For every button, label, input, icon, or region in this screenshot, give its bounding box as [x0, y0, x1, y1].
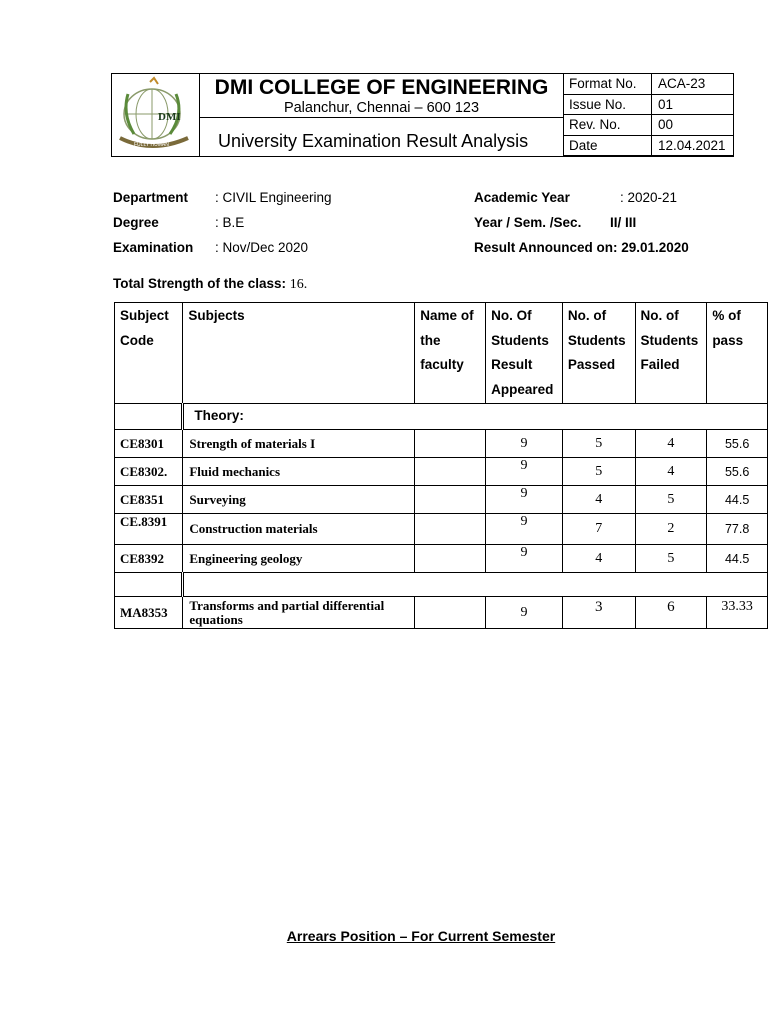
- appeared-count: 9: [486, 597, 563, 629]
- passed-count: 5: [562, 458, 635, 486]
- passed-count: 3: [562, 597, 635, 629]
- meta-value: ACA-23: [658, 76, 706, 91]
- document-title: University Examination Result Analysis: [218, 131, 529, 151]
- col-header-failed: No. of Students Failed: [635, 303, 707, 404]
- col-header-appeared: No. Of Students Result Appeared: [486, 303, 563, 404]
- result-table: [114, 302, 768, 629]
- table-row: [115, 514, 768, 545]
- faculty-name: [415, 458, 486, 486]
- pass-percent: 44.5: [707, 486, 768, 514]
- subject-code: CE8392: [115, 545, 183, 573]
- result-announced: Result Announced on: 29.01.2020: [474, 240, 689, 255]
- subject-code: MA8353: [115, 597, 183, 629]
- subject-name: Construction materials: [183, 514, 415, 545]
- faculty-name: [415, 545, 486, 573]
- meta-row-rev: [564, 115, 734, 136]
- examination-value: : Nov/Dec 2020: [215, 240, 309, 255]
- pass-percent: 77.8: [707, 514, 768, 545]
- department-value: : CIVIL Engineering: [215, 190, 332, 205]
- table-row: [115, 486, 768, 514]
- year-sem-value: II/ III: [610, 215, 637, 230]
- college-address: Palanchur, Chennai – 600 123: [283, 100, 480, 116]
- examination-label: Examination: [113, 240, 194, 255]
- meta-key: Issue No.: [569, 96, 627, 112]
- logo-emblem-icon: [112, 74, 198, 156]
- header-title-block: [200, 74, 564, 156]
- faculty-name: [415, 597, 486, 629]
- appeared-count: 9: [486, 486, 563, 514]
- meta-value: 01: [658, 96, 674, 112]
- strength-label: Total Strength of the class:: [113, 276, 287, 291]
- passed-count: 4: [562, 545, 635, 573]
- table-row: [115, 458, 768, 486]
- col-header-pct: % of pass: [707, 303, 768, 404]
- appeared-count: 9: [486, 514, 563, 545]
- header-divider: [200, 117, 563, 118]
- appeared-count: 9: [486, 545, 563, 573]
- meta-value: 12.04.2021: [658, 137, 726, 153]
- department-label: Department: [113, 190, 189, 205]
- meta-key: Rev. No.: [569, 117, 621, 132]
- theory-label: Theory:: [183, 404, 768, 430]
- faculty-name: [415, 514, 486, 545]
- subject-name: Strength of materials I: [183, 430, 415, 458]
- failed-count: 5: [635, 545, 707, 573]
- degree-value: : B.E: [215, 215, 245, 230]
- subject-name: Surveying: [183, 486, 415, 514]
- svg-text:DMI: DMI: [158, 111, 181, 123]
- failed-count: 5: [635, 486, 707, 514]
- failed-count: 2: [635, 514, 707, 545]
- subject-name: Fluid mechanics: [183, 458, 415, 486]
- appeared-count: 9: [486, 458, 563, 486]
- subject-name: Transforms and partial differential equations: [183, 597, 415, 629]
- subject-name: Engineering geology: [183, 545, 415, 573]
- table-header-row: [115, 303, 768, 404]
- table-row: [115, 430, 768, 458]
- academic-year-value: : 2020-21: [620, 190, 678, 205]
- meta-value: 00: [658, 117, 674, 132]
- meta-key: Format No.: [569, 76, 637, 91]
- faculty-name: [415, 486, 486, 514]
- meta-row-date: [564, 136, 734, 157]
- col-header-passed: No. of Students Passed: [562, 303, 635, 404]
- failed-count: 6: [635, 597, 707, 629]
- year-sem-label: Year / Sem. /Sec.: [474, 215, 582, 230]
- meta-row-format: [564, 74, 734, 95]
- document-meta-table: [564, 74, 734, 156]
- meta-separator: [651, 74, 652, 156]
- spacer-row: [115, 573, 768, 597]
- pass-percent: 44.5: [707, 545, 768, 573]
- meta-row-issue: [564, 95, 734, 116]
- pass-percent: 55.6: [707, 430, 768, 458]
- col-header-faculty: Name of the faculty: [415, 303, 486, 404]
- subject-code: CE.8391: [115, 514, 183, 545]
- passed-count: 7: [562, 514, 635, 545]
- failed-count: 4: [635, 458, 707, 486]
- theory-section-row: [115, 404, 768, 430]
- college-logo: [112, 74, 200, 156]
- passed-count: 4: [562, 486, 635, 514]
- col-header-code: Subject Code: [115, 303, 183, 404]
- class-strength: [113, 276, 307, 293]
- table-row: [115, 545, 768, 573]
- table-row: [115, 597, 768, 629]
- subject-code: CE8302.: [115, 458, 183, 486]
- academic-year-label: Academic Year: [474, 190, 570, 205]
- appeared-count: 9: [486, 430, 563, 458]
- passed-count: 5: [562, 430, 635, 458]
- subject-code: CE8351: [115, 486, 183, 514]
- arrears-heading: Arrears Position – For Current Semester: [286, 928, 556, 944]
- degree-label: Degree: [113, 215, 159, 230]
- pass-percent: 55.6: [707, 458, 768, 486]
- col-header-subjects: Subjects: [183, 303, 415, 404]
- faculty-name: [415, 430, 486, 458]
- strength-value: 16.: [289, 277, 308, 292]
- college-name: DMI COLLEGE OF ENGINEERING: [214, 76, 549, 99]
- pass-percent: 33.33: [707, 597, 768, 629]
- meta-key: Date: [569, 137, 598, 153]
- subject-code: CE8301: [115, 430, 183, 458]
- failed-count: 4: [635, 430, 707, 458]
- svg-text:FULLY HUMAN: FULLY HUMAN: [134, 142, 169, 148]
- document-header: [111, 73, 734, 157]
